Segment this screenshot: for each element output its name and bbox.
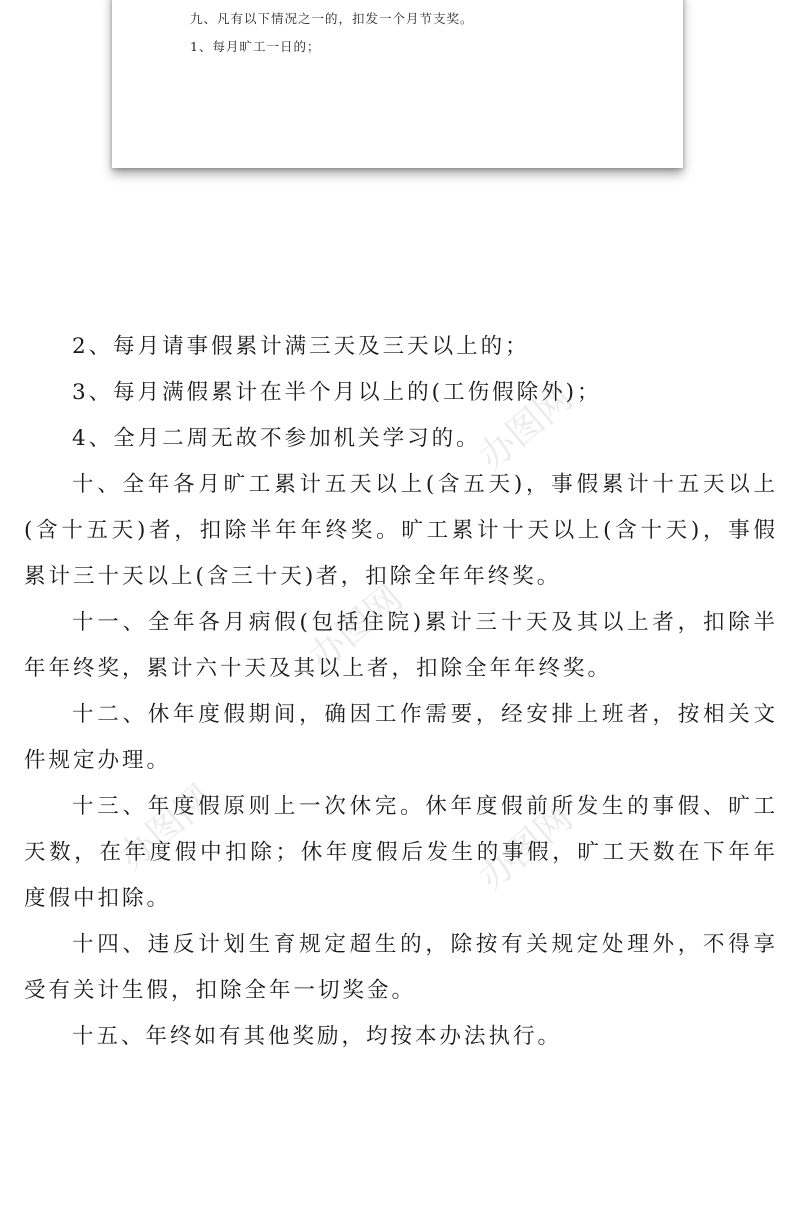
paragraph: 3、每月满假累计在半个月以上的(工伤假除外)； <box>72 380 602 405</box>
paragraph: 十三、年度假原则上一次休完。休年度假前所发生的事假、旷工天数，在年度假中扣除；休年度假后发生的事假，旷工天数在下年年度假中扣除。 <box>24 794 778 911</box>
document-page-preview <box>112 0 683 168</box>
watermark: 办图网 <box>471 797 581 899</box>
document-body <box>24 324 778 1060</box>
paragraph: 十四、违反计划生育规定超生的，除按有关规定处理外，不得享受有关计生假，扣除全年一切奖金。 <box>24 932 778 1003</box>
preview-line: 九、凡有以下情况之一的，扣发一个月节支奖。 <box>190 11 474 26</box>
paragraph: 2、每月请事假累计满三天及三天以上的； <box>72 334 530 359</box>
paragraph: 十一、全年各月病假(包括住院)累计三十天及其以上者，扣除半年年终奖，累计六十天及其以上者，扣除全年年终奖。 <box>24 610 778 681</box>
watermark: 办图网 <box>111 777 221 879</box>
paragraph: 十、全年各月旷工累计五天以上(含五天)，事假累计十五天以上(含十五天)者，扣除半年年终奖。旷工累计十天以上(含十天)，事假累计三十天以上(含三十天)者，扣除全年年终奖。 <box>24 472 778 589</box>
preview-line: 1、每月旷工一日的； <box>190 39 321 54</box>
watermark: 办图网 <box>301 577 411 679</box>
watermark: 办图网 <box>471 377 581 479</box>
paragraph: 十五、年终如有其他奖励，均按本办法执行。 <box>72 1024 563 1049</box>
paragraph: 十二、休年度假期间，确因工作需要，经安排上班者，按相关文件规定办理。 <box>24 702 778 773</box>
paragraph: 4、全月二周无故不参加机关学习的。 <box>72 426 481 451</box>
